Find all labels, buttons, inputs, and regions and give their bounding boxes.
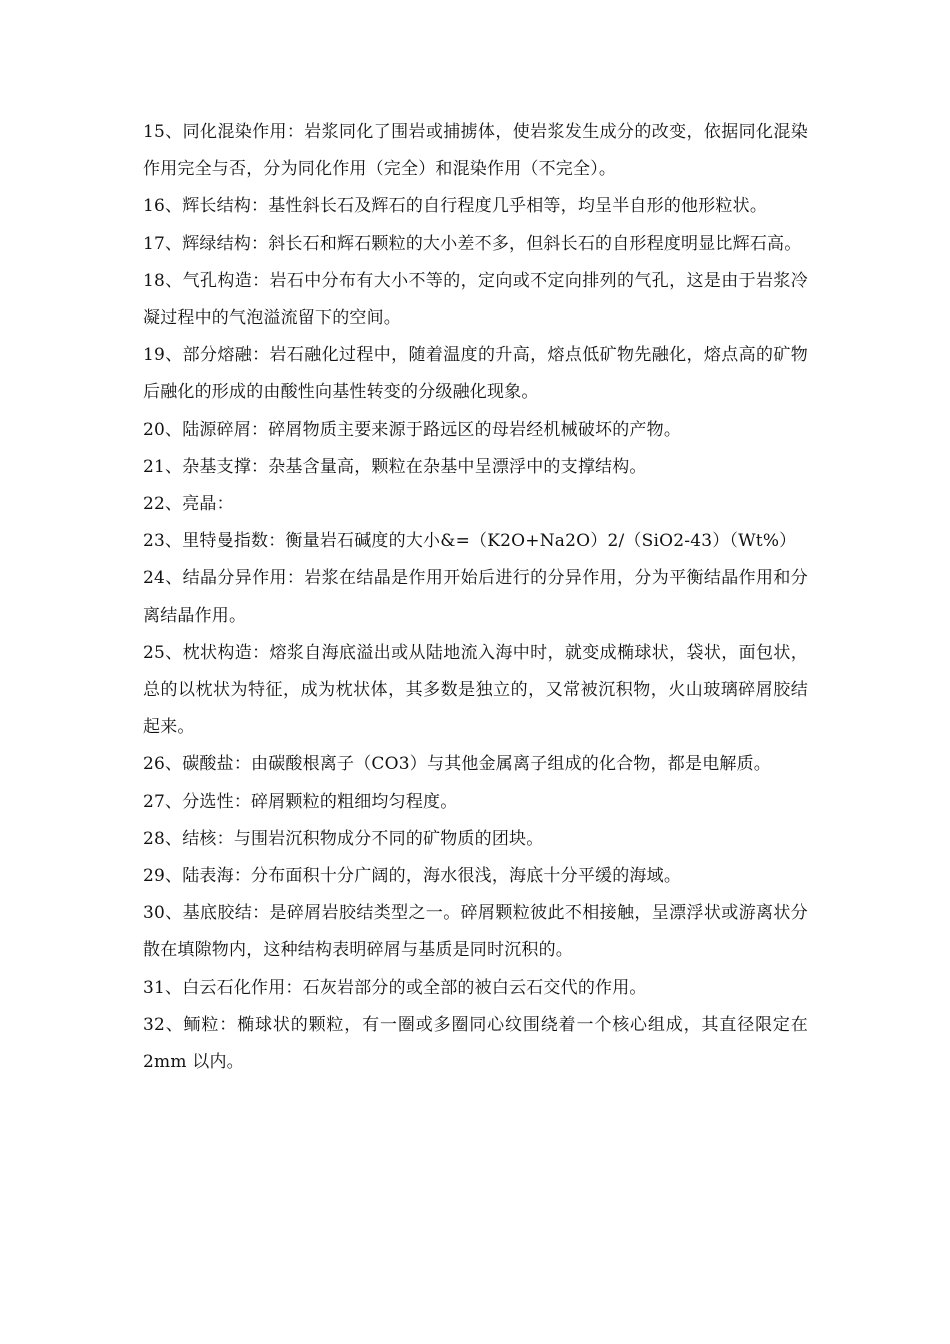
glossary-entry-23: 23、里特曼指数：衡量岩石碱度的大小&=（K2O+Na2O）2/（SiO2-43）（Wt%）: [143, 531, 797, 552]
glossary-entry-15: 15、同化混染作用：岩浆同化了围岩或捕掳体，使岩浆发生成分的改变，依据同化混染作用完全与否，分为同化作用（完全）和混染作用（不完全）。: [143, 122, 808, 180]
glossary-list: [143, 114, 808, 1081]
glossary-entry-30: 30、基底胶结：是碎屑岩胶结类型之一。碎屑颗粒彼此不相接触，呈漂浮状或游离状分散在填隙物内，这种结构表明碎屑与基质是同时沉积的。: [143, 903, 808, 961]
glossary-entry-17: 17、辉绿结构：斜长石和辉石颗粒的大小差不多，但斜长石的自形程度明显比辉石高。: [143, 233, 802, 254]
glossary-entry-22: 22、亮晶：: [143, 494, 234, 515]
glossary-entry-24: 24、结晶分异作用：岩浆在结晶是作用开始后进行的分异作用，分为平衡结晶作用和分离结晶作用。: [143, 568, 808, 626]
glossary-entry-21: 21、杂基支撑：杂基含量高，颗粒在杂基中呈漂浮中的支撑结构。: [143, 456, 647, 477]
glossary-entry-26: 26、碳酸盐：由碳酸根离子（CO3）与其他金属离子组成的化合物，都是电解质。: [143, 754, 771, 775]
glossary-entry-20: 20、陆源碎屑：碎屑物质主要来源于路远区的母岩经机械破坏的产物。: [143, 419, 682, 440]
glossary-entry-27: 27、分选性：碎屑颗粒的粗细均匀程度。: [143, 791, 458, 812]
glossary-entry-19: 19、部分熔融：岩石融化过程中，随着温度的升高，熔点低矿物先融化，熔点高的矿物后融化的形成的由酸性向基性转变的分级融化现象。: [143, 345, 808, 403]
glossary-entry-28: 28、结核：与围岩沉积物成分不同的矿物质的团块。: [143, 828, 544, 849]
glossary-entry-31: 31、白云石化作用：石灰岩部分的或全部的被白云石交代的作用。: [143, 977, 647, 998]
glossary-entry-29: 29、陆表海：分布面积十分广阔的，海水很浅，海底十分平缓的海域。: [143, 866, 682, 887]
glossary-entry-32: 32、鲕粒：椭球状的颗粒，有一圈或多圈同心纹围绕着一个核心组成，其直径限定在 2mm 以内。: [143, 1014, 808, 1073]
glossary-entry-18: 18、气孔构造：岩石中分布有大小不等的，定向或不定向排列的气孔，这是由于岩浆冷凝过程中的气泡溢流留下的空间。: [143, 270, 808, 329]
glossary-entry-25: 25、枕状构造：熔浆自海底溢出或从陆地流入海中时，就变成椭球状，袋状，面包状，总的以枕状为特征，成为枕状体，其多数是独立的，又常被沉积物，火山玻璃碎屑胶结起来。: [143, 642, 808, 738]
glossary-entry-16: 16、辉长结构：基性斜长石及辉石的自行程度几乎相等，均呈半自形的他形粒状。: [143, 196, 768, 217]
